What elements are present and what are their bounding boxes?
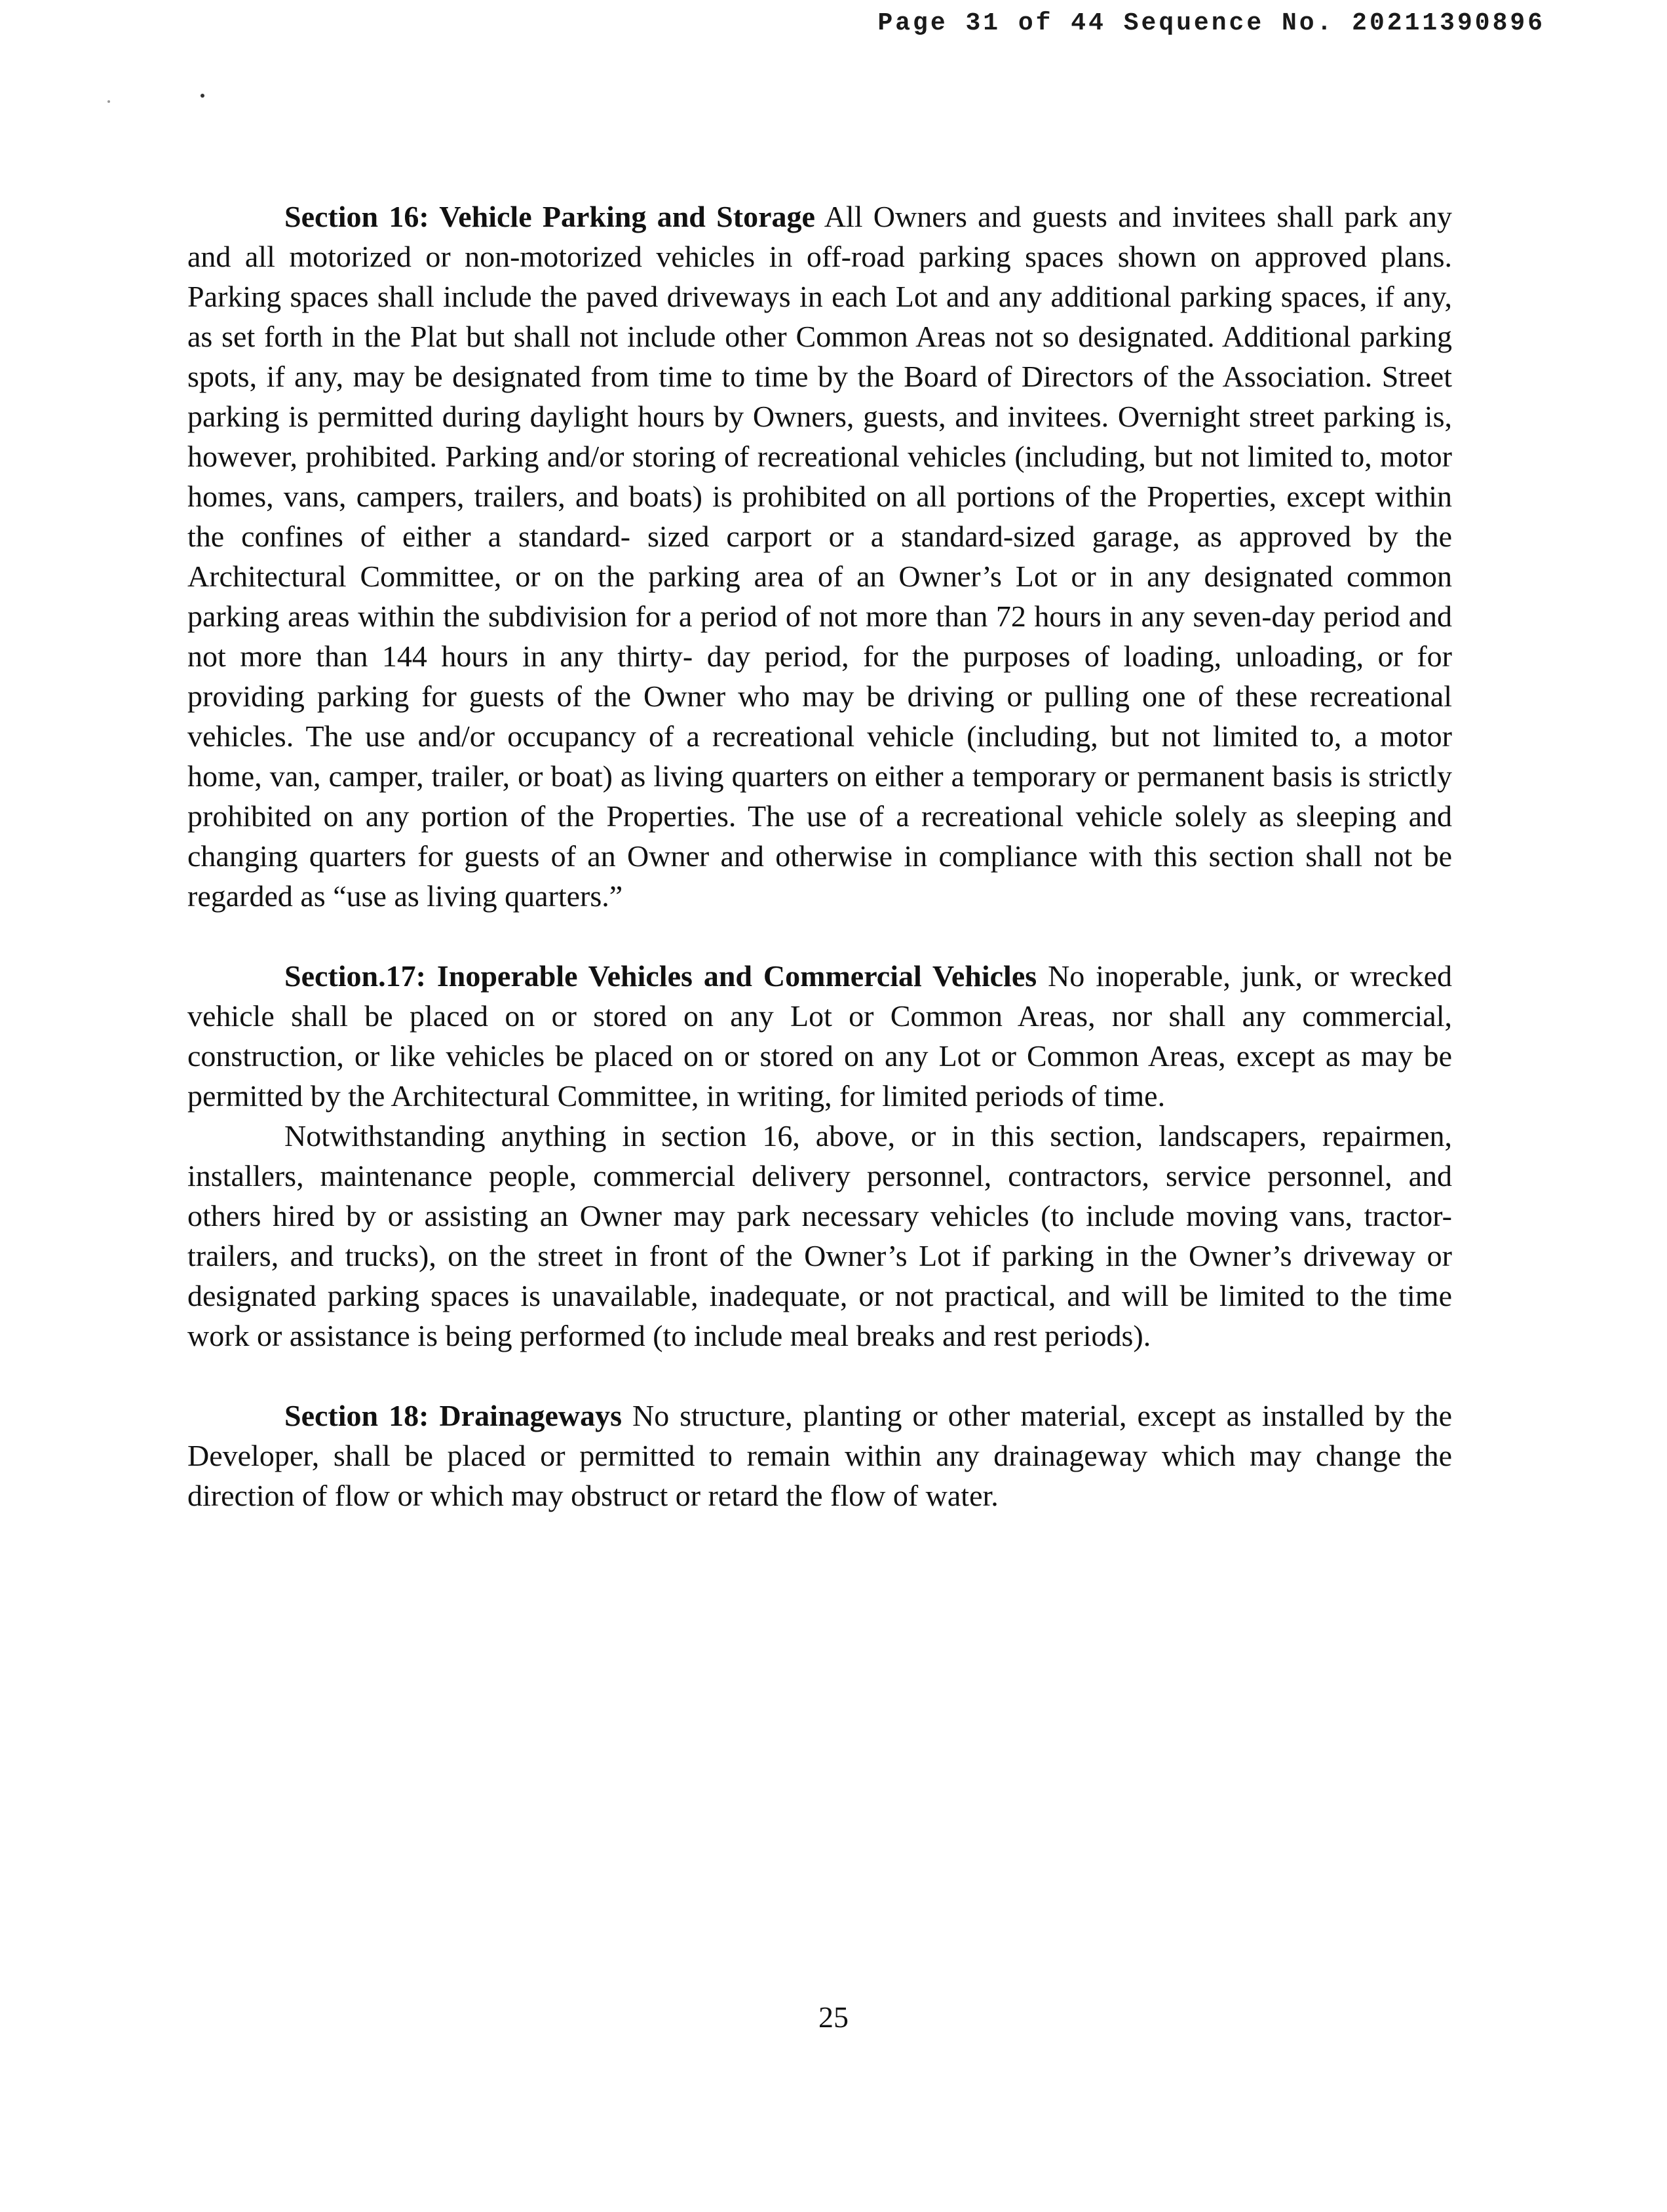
scan-speck [107,100,110,103]
page-sequence-header: Page 31 of 44 Sequence No. 20211390896 [877,9,1545,37]
section-16-paragraph [187,197,1452,916]
section-18-text: No structure, planting or other material, except as installed by the Developer, shall be placed or permitted to remain within any drainageway which may change the direction of flow or which may obstruct or retard the flow of water. [187,1399,1452,1512]
section-17-heading: Section.17: Inoperable Vehicles and Commercial Vehicles [284,959,1037,993]
section-18-heading: Section 18: Drainageways [284,1399,622,1432]
scan-speck [201,94,204,98]
section-17-text: No inoperable, junk, or wrecked vehicle shall be placed on or stored on any Lot or Common Areas, nor shall any commercial, construction, or like vehicles be placed on or stored on any Lot or Common Areas, except as may be permitted by the Architectural Committee, in writing, for limited periods of time. [187,959,1452,1113]
section-17-paragraph [187,956,1452,1116]
section-16-text: All Owners and guests and invitees shall park any and all motorized or non-motorized vehicles in off-road parking spaces shown on approved plans. Parking spaces shall include the paved driveways in each Lot and any additional parking spaces, if any, as set forth in the Plat but shall not include other Common Areas not so designated. Additional parking spots, if any, may be designated from time to time by the Board of Directors of the Association. Street parking is permitted during daylight hours by Owners, guests, and invitees. Overnight street parking is, however, prohibited. Parking and/or storing of recreational vehicles (including, but not limited to, motor homes, vans, campers, trailers, and boats) is prohibited on all portions of the Properties, except within the confines of either a standard- sized carport or a standard-sized garage, as approved by the Architectural Committee, or on the parking area of an Owner’s Lot or in any designated common parking areas within the subdivision for a period of not more than 72 hours in any seven-day period and not more than 144 hours in any thirty- day period, for the purposes of loading, unloading, or for providing parking for guests of the Owner who may be driving or pulling one of these recreational vehicles. The use and/or occupancy of a recreational vehicle (including, but not limited to, a motor home, van, camper, trailer, or boat) as living quarters on either a temporary or permanent basis is strictly prohibited on any portion of the Properties. The use of a recreational vehicle solely as sleeping and changing quarters for guests of an Owner and otherwise in compliance with this section shall not be regarded as “use as living quarters.” [187,200,1453,913]
document-body [187,197,1452,1516]
page-number: 25 [818,2000,849,2034]
section-18-paragraph [187,1396,1452,1516]
section-17-continuation: Notwithstanding anything in section 16, above, or in this section, landscapers, repairmen, installers, maintenance people, commercial delivery personnel, contractors, service personnel, and others hired by or assisting an Owner may park necessary vehicles (to include moving vans, tractor-trailers, and trucks), on the street in front of the Owner’s Lot if parking in the Owner’s driveway or designated parking spaces is unavailable, inadequate, or not practical, and will be limited to the time work or assistance is being performed (to include meal breaks and rest periods). [187,1119,1452,1352]
section-16-heading: Section 16: Vehicle Parking and Storage [284,200,815,233]
